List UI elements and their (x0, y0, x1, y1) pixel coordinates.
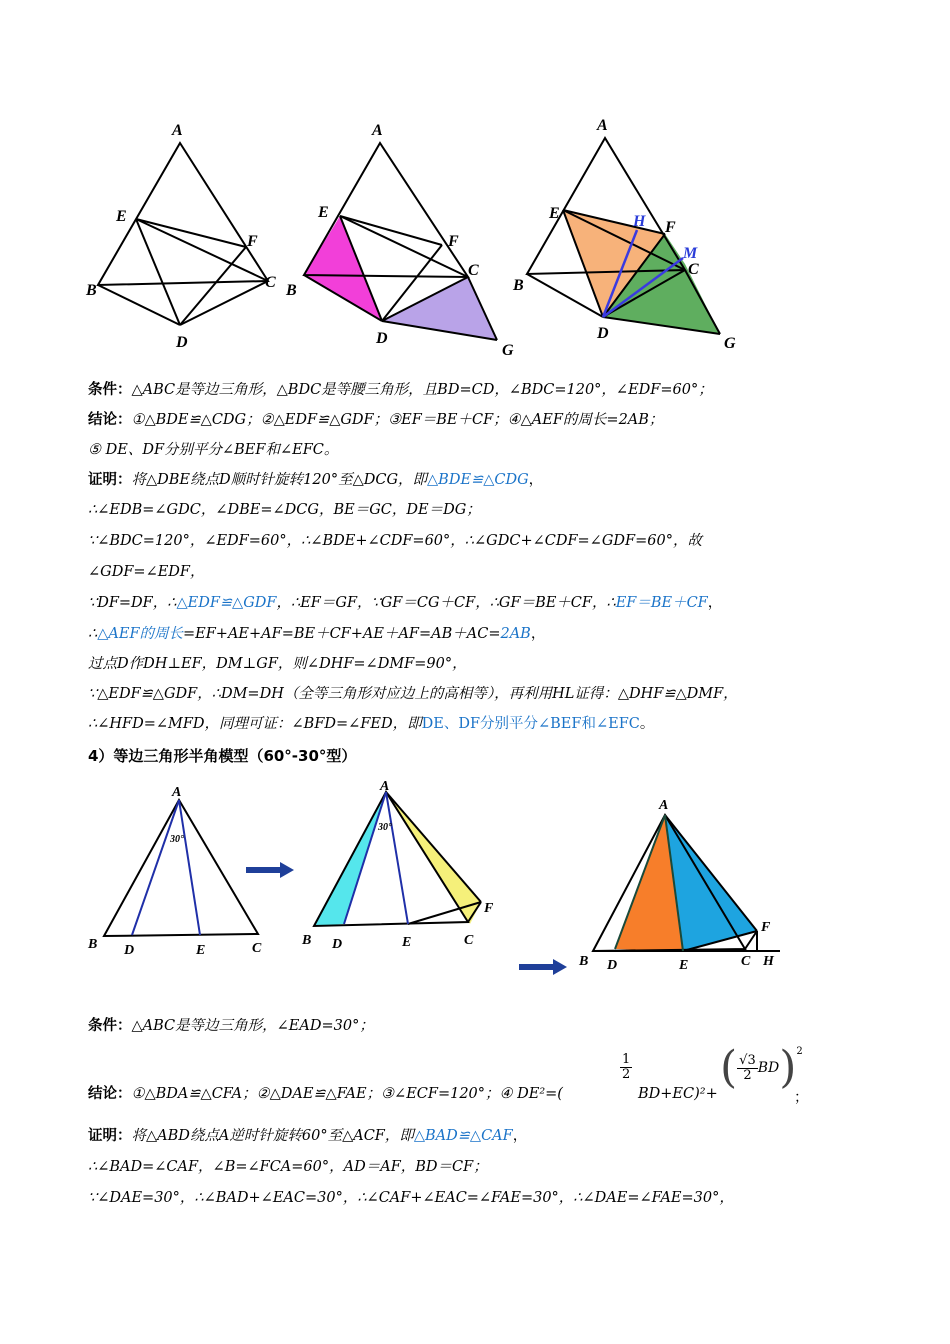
fig5-label-d: D (332, 937, 343, 952)
fig2-label-d: D (376, 330, 388, 347)
fig3-label-h: H (633, 213, 646, 230)
fig6-label-d: D (607, 958, 618, 973)
fig4-label-e: E (196, 943, 206, 958)
proof-line-4: ∠GDF=∠EDF， (88, 564, 205, 580)
conclusion-line-3: 结论：①△BDA≌△CFA；②△DAE≌△FAE；③∠ECF=120°；④ DE²=( (88, 1086, 563, 1102)
fig5-label-f: F (484, 901, 494, 916)
conclusion-line-3c: ； (794, 1090, 809, 1106)
fig4-label-b: B (88, 937, 98, 952)
fig5-label-angle: 30° (378, 822, 392, 833)
fig3-label-c: C (688, 261, 699, 278)
proof-line-10: 证明：将△ABD绕点A逆时针旋转60°至△ACF，即△BAD≌△CAF， (88, 1128, 528, 1144)
fig1-label-e: E (116, 208, 127, 225)
arrow-icon (246, 862, 294, 878)
conclusion-line-2: ⑤ DE、DF分别平分∠BEF和∠EFC。 (88, 442, 339, 458)
proof-line-5: ∵DF=DF，∴△EDF≌△GDF，∴EF＝GF，∵GF＝CG＋CF，∴GF＝BE＋CF，∴EF＝BE＋CF， (88, 595, 723, 611)
fig6-label-e: E (679, 958, 689, 973)
fig2-label-g: G (502, 342, 514, 359)
fig1-label-c: C (265, 274, 276, 291)
fig3-label-f: F (665, 219, 676, 236)
proof-line-1: 证明：将△DBE绕点D顺时针旋转120°至△DCG，即△BDE≌△CDG， (88, 472, 544, 488)
fig2-label-e: E (318, 204, 329, 221)
condition-line-2: 条件：△ABC是等边三角形，∠EAD=30°； (88, 1018, 374, 1034)
fig3-label-m: M (683, 245, 698, 262)
conclusion-line-1: 结论：①△BDE≌△CDG；②△EDF≌△GDF；③EF＝BE＋CF；④△AEF的周长=2AB； (88, 412, 664, 428)
section-heading: 4）等边三角形半角模型（60°-30°型） (88, 747, 357, 765)
fig6-label-h: H (763, 954, 774, 969)
figure-3 (505, 112, 750, 362)
fig3-label-a: A (597, 117, 608, 134)
fig6-label-b: B (579, 954, 589, 969)
fig1-label-a: A (172, 122, 183, 139)
proof-line-2: ∴∠EDB=∠GDC，∠DBE=∠DCG，BE＝GC，DE＝DG； (88, 502, 481, 518)
proof-line-11: ∴∠BAD=∠CAF，∠B=∠FCA=60°，AD＝AF，BD＝CF； (88, 1159, 488, 1175)
fig6-label-c: C (741, 954, 751, 969)
fig4-label-d: D (124, 943, 135, 958)
proof-line-6: ∴△AEF的周长=EF+AE+AF=BE＋CF+AE＋AF=AB＋AC=2AB， (88, 626, 546, 642)
fig4-label-a: A (172, 785, 182, 800)
fig5-label-c: C (464, 933, 474, 948)
fig3-label-b: B (513, 277, 524, 294)
fig5-label-e: E (402, 935, 412, 950)
fig3-label-g: G (724, 335, 736, 352)
proof-line-12: ∵∠DAE=30°，∴∠BAD+∠EAC=30°，∴∠CAF+∠EAC=∠FAE=30°，∴∠DAE=∠FAE=30°， (88, 1190, 734, 1206)
proof-line-3: ∵∠BDC=120°，∠EDF=60°，∴∠BDE+∠CDF=60°，∴∠GDC+∠CDF=∠GDF=60°，故 (88, 533, 702, 549)
figure-1 (82, 115, 292, 360)
arrow-icon-2 (519, 959, 567, 975)
fig1-label-d: D (176, 334, 188, 351)
sqrt-term: ( $\frac{√3}{2}$ BD)$^2$ (720, 1042, 803, 1093)
conclusion-line-3b: BD+EC)²+ (638, 1086, 718, 1102)
figure-2 (282, 115, 517, 365)
fig2-label-c: C (468, 262, 479, 279)
fraction-half: $\frac{1}{2}$ (622, 1052, 631, 1082)
fig4-label-c: C (252, 941, 262, 956)
fig5-label-a: A (380, 779, 390, 794)
fig3-label-e: E (549, 205, 560, 222)
fig6-label-a: A (659, 798, 669, 813)
fig6-label-f: F (761, 920, 771, 935)
fig5-label-b: B (302, 933, 312, 948)
figure-5 (298, 774, 508, 959)
fig1-label-f: F (247, 233, 258, 250)
fig2-label-b: B (286, 282, 297, 299)
figure-6 (575, 793, 790, 978)
proof-line-7: 过点D作DH⊥EF，DM⊥GF，则∠DHF=∠DMF=90°， (88, 656, 467, 672)
proof-line-8: ∵△EDF≌△GDF，∴DM=DH（全等三角形对应边上的高相等），再利用HL证得：△DHF≌△DMF， (88, 686, 738, 702)
fig3-label-d: D (597, 325, 609, 342)
condition-line-1: 条件：△ABC是等边三角形，△BDC是等腰三角形，且BD=CD，∠BDC=120°，∠EDF=60°； (88, 382, 713, 398)
proof-line-9: ∴∠HFD=∠MFD，同理可证：∠BFD=∠FED，即DE、DF分别平分∠BEF和∠EFC。 (88, 716, 655, 732)
fig2-label-f: F (448, 233, 459, 250)
fig1-label-b: B (86, 282, 97, 299)
fig2-label-a: A (372, 122, 383, 139)
fig4-label-angle: 30° (170, 834, 184, 845)
